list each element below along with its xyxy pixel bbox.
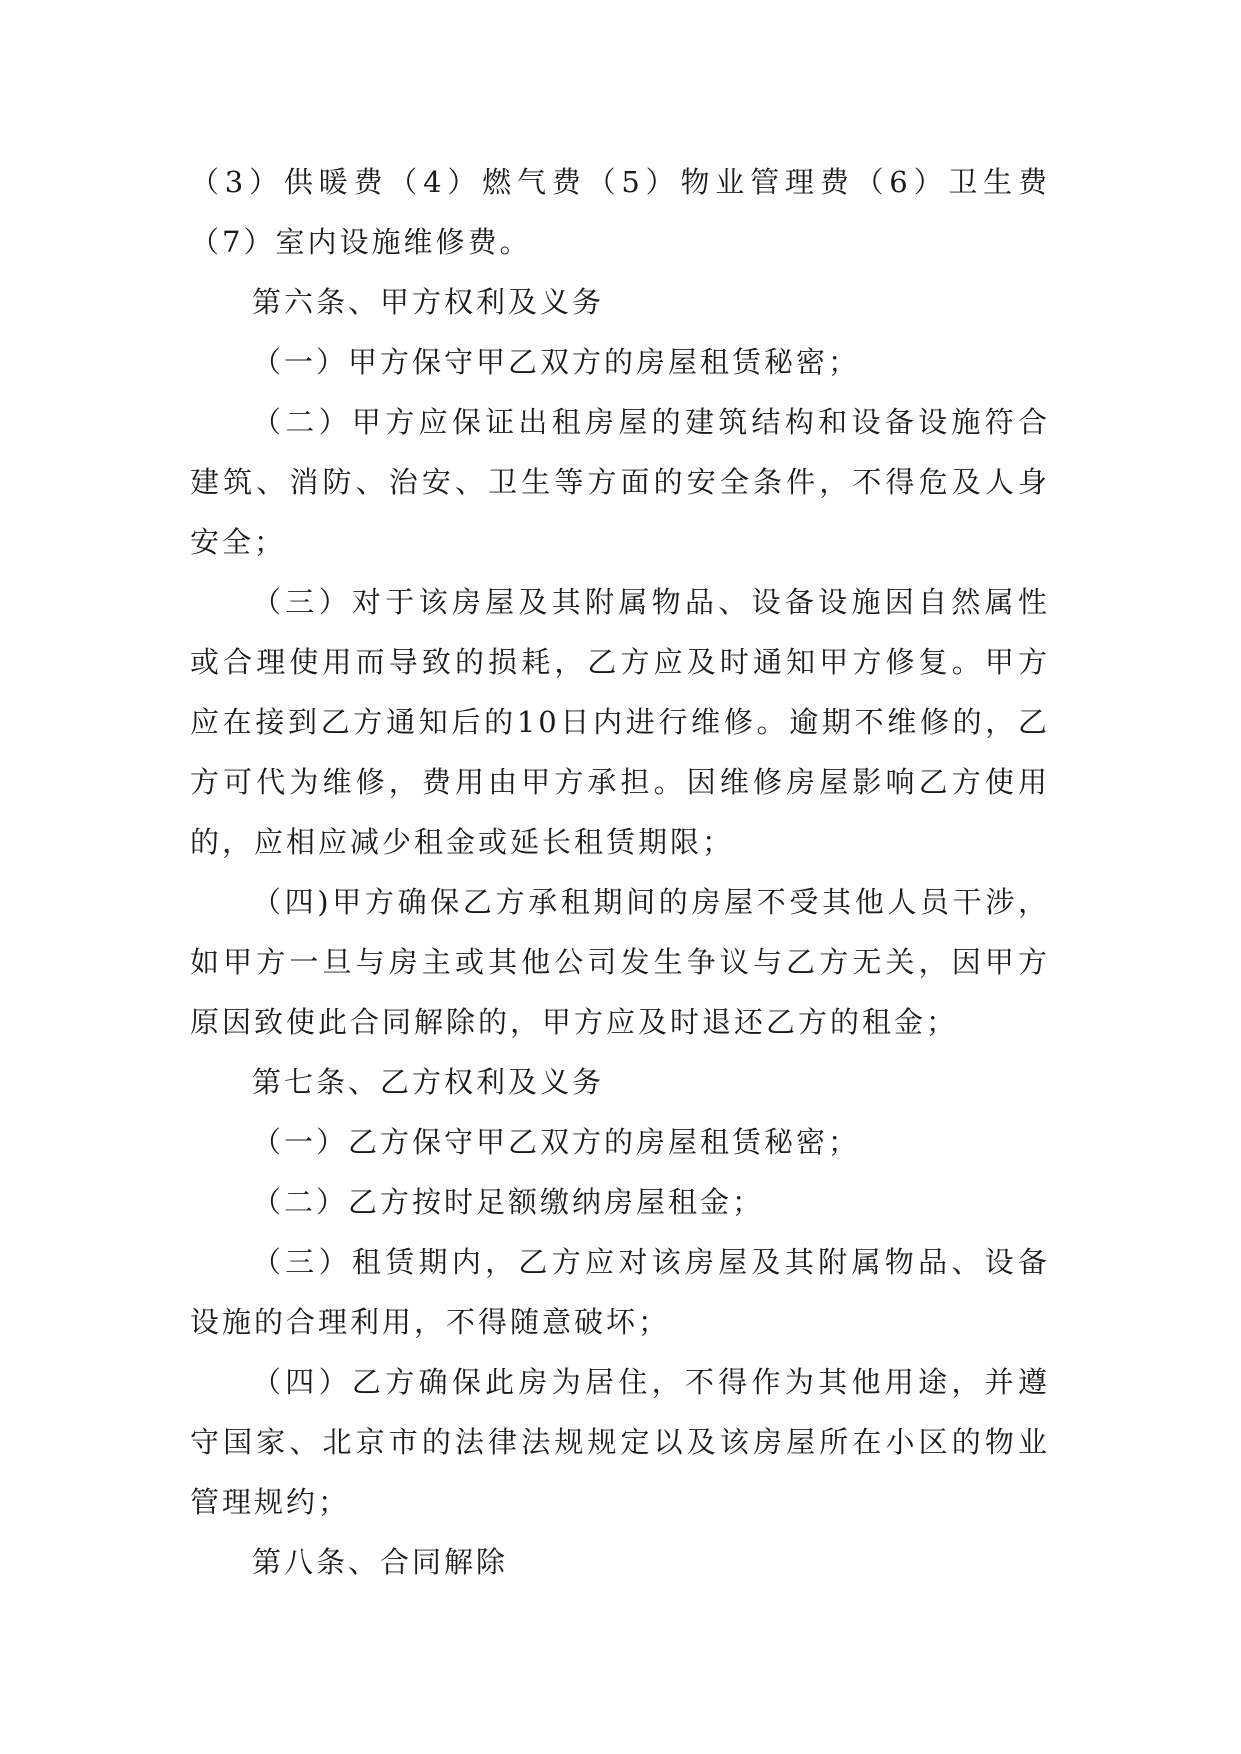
article-7-item-2: （二）乙方按时足额缴纳房屋租金； — [252, 1185, 765, 1219]
article-6-item-3: （三）对于该房屋及其附属物品、设备设施因自然属性或合理使用而导致的损耗，乙方应及时通知甲方修复。甲方应在接到乙方通知后的10日内进行维修。逾期不维修的，乙方可代为维修，费用由甲方承担。因维修房屋影响乙方使用的，应相应减少租金或延长租赁期限； — [190, 585, 1050, 859]
article-7-item-3: （三）租赁期内，乙方应对该房屋及其附属物品、设备设施的合理利用，不得随意破坏； — [190, 1245, 1050, 1339]
article-7-item-4: （四）乙方确保此房为居住，不得作为其他用途，并遵守国家、北京市的法律法规规定以及该房屋所在小区的物业管理规约； — [190, 1365, 1050, 1519]
article-6-heading: 第六条、甲方权利及义务 — [252, 285, 605, 319]
article-7-item-1: （一）乙方保守甲乙双方的房屋租赁秘密； — [252, 1125, 861, 1159]
article-6-item-2: （二）甲方应保证出租房屋的建筑结构和设备设施符合建筑、消防、治安、卫生等方面的安全条件，不得危及人身安全； — [190, 405, 1050, 559]
article-6-item-1: （一）甲方保守甲乙双方的房屋租赁秘密； — [252, 345, 861, 379]
article-8-heading: 第八条、合同解除 — [252, 1545, 509, 1579]
article-7-heading: 第七条、乙方权利及义务 — [252, 1065, 605, 1099]
document-page — [190, 152, 1050, 1592]
article-6-item-4: （四)甲方确保乙方承租期间的房屋不受其他人员干涉，如甲方一旦与房主或其他公司发生争议与乙方无关，因甲方原因致使此合同解除的，甲方应及时退还乙方的租金； — [190, 885, 1050, 1039]
fee-list-continuation: （3）供暖费（4）燃气费（5）物业管理费（6）卫生费（7）室内设施维修费。 — [190, 165, 1050, 259]
